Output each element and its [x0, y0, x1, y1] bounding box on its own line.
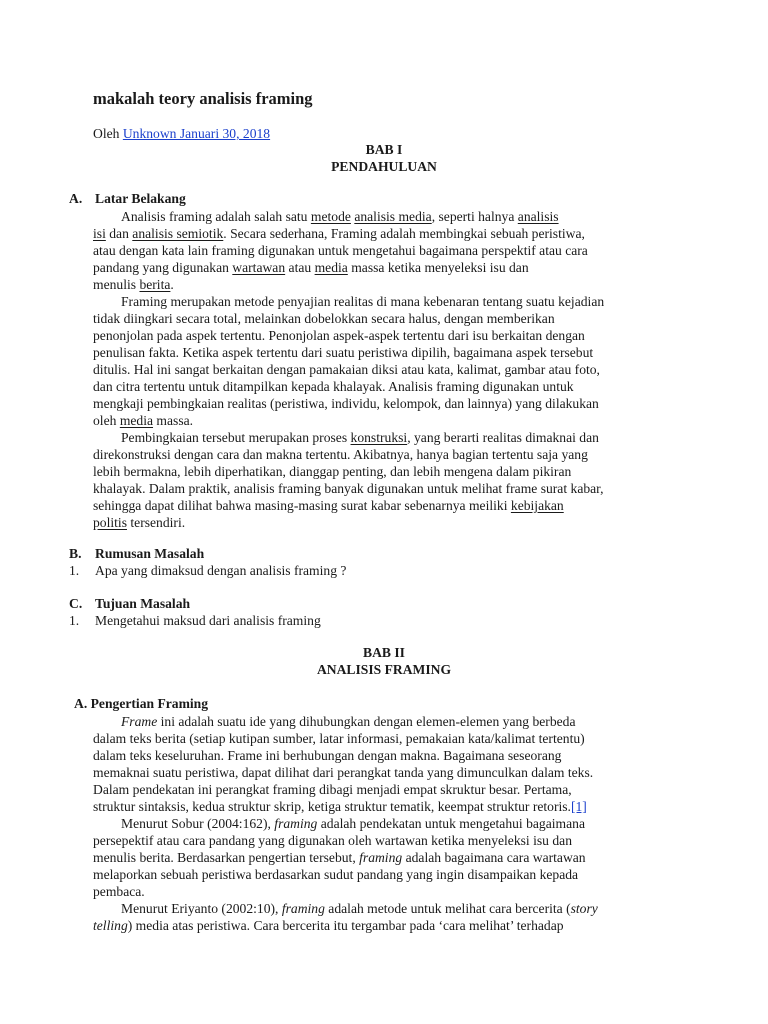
framing-paragraph-3-line: Menurut Eriyanto (2002:10), framing adalah metode untuk melihat cara bercerita (story — [121, 901, 598, 916]
framing-paragraph-3-line: telling) media atas peristiwa. Cara bercerita itu tergambar pada ‘cara melihat’ terhadap — [93, 918, 564, 933]
framing-paragraph-1-line: Dalam pendekatan ini perangkat framing dibagi menjadi empat skruktur besar. Pertama, — [93, 782, 572, 797]
document-title: makalah teory analisis framing — [93, 89, 313, 108]
framing-paragraph-2-line: Menurut Sobur (2004:162), framing adalah pendekatan untuk mengetahui bagaimana — [121, 816, 585, 831]
paragraph-1-line: isi dan analisis semiotik. Secara sederhana, Framing adalah membingkai sebuah peristiwa, — [93, 226, 585, 241]
paragraph-1-line: Analisis framing adalah salah satu metode analisis media, seperti halnya analisis — [121, 209, 559, 224]
link-isi[interactable]: isi — [93, 226, 106, 241]
section-c-heading — [69, 596, 190, 612]
framing-paragraph-2-line: persepektif atau cara pandang yang digunakan oleh wartawan ketika menyeleksi isu dan — [93, 833, 572, 848]
section-b-heading — [69, 546, 204, 562]
paragraph-2-line: tidak diingkari secara total, melainkan dobelokkan secara halus, dengan memberikan — [93, 311, 555, 326]
paragraph-2-line: dan citra tertentu untuk ditampilkan kepada khalayak. Analisis framing digunakan untuk — [93, 379, 574, 394]
link-media[interactable]: media — [314, 260, 348, 275]
link-media-2[interactable]: media — [119, 413, 154, 428]
section-a-heading — [69, 191, 186, 207]
link-analisis-semiotik[interactable]: analisis semiotik — [132, 226, 224, 241]
chapter-2-title: ANALISIS FRAMING — [316, 662, 452, 677]
section-a-title: Latar Belakang — [95, 191, 186, 206]
framing-paragraph-1-line: Frame ini adalah suatu ide yang dihubungkan dengan elemen-elemen yang berbeda — [121, 714, 576, 729]
section-b-title: Rumusan Masalah — [95, 546, 205, 561]
paragraph-2-line: penulisan fakta. Ketika aspek tertentu dari suatu peristiwa dipilih, bagaimana aspek tersebut — [93, 345, 594, 360]
chapter-1-label: BAB I — [365, 142, 403, 157]
list-item: 1. Apa yang dimaksud dengan analisis framing ? — [69, 563, 347, 578]
link-berita[interactable]: berita — [139, 277, 171, 292]
chapter-2-label: BAB II — [363, 645, 405, 660]
author-date-link[interactable]: Unknown Januari 30, 2018 — [122, 126, 271, 141]
section-a2-title: Pengertian Framing — [90, 696, 209, 711]
framing-paragraph-1-line: memaknai suatu peristiwa, dapat dilihat dari perangkat tanda yang dimunculkan dalam teks. — [93, 765, 594, 780]
paragraph-2-line: mengkaji pembingkaian realitas (peristiwa, individu, kelompok, dan lainnya) yang dilakukan — [93, 396, 599, 411]
section-c-title: Tujuan Masalah — [95, 596, 191, 611]
link-politis[interactable]: politis — [93, 515, 127, 530]
paragraph-3-line: Pembingkaian tersebut merupakan proses konstruksi, yang berarti realitas dimaknai dan — [121, 430, 599, 445]
link-wartawan[interactable]: wartawan — [232, 260, 286, 275]
link-kebijakan[interactable]: kebijakan — [510, 498, 564, 513]
paragraph-1-line: menulis berita. — [93, 277, 174, 292]
paragraph-3-line: politis tersendiri. — [93, 515, 186, 530]
list-item: 1. Mengetahui maksud dari analisis framing — [69, 613, 321, 628]
framing-paragraph-2-line: menulis berita. Berdasarkan pengertian tersebut, framing adalah bagaimana cara wartawan — [93, 850, 586, 865]
paragraph-1-line: atau dengan kata lain framing digunakan untuk mengetahui bagaimana perspektif atau cara — [93, 243, 588, 258]
framing-paragraph-2-line: melaporkan sebuah peristiwa berdasarkan sudut pandang yang ingin disampaikan kepada — [93, 867, 579, 882]
paragraph-2-line: Framing merupakan metode penyajian realitas di mana kebenaran tentang suatu kejadian — [121, 294, 605, 309]
link-analisis-media[interactable]: analisis media — [354, 209, 432, 224]
paragraph-3-line: lebih bermakna, lebih diperhatikan, dianggap penting, dan lebih mengena dalam pikiran — [93, 464, 572, 479]
framing-paragraph-2-line: pembaca. — [93, 884, 145, 899]
paragraph-2-line: penonjolan pada aspek tertentu. Penonjolan aspek-aspek tertentu dari isu berkaitan dengan — [93, 328, 585, 343]
link-analisis-isi[interactable]: analisis — [517, 209, 559, 224]
chapter-1-title: PENDAHULUAN — [331, 159, 437, 174]
section-c-letter: C. — [69, 596, 83, 611]
byline-label: Oleh — [93, 126, 120, 141]
framing-paragraph-1-line: dalam teks keseluruhan. Frame ini berhubungan dengan makna. Bagaimana seseorang — [93, 748, 562, 763]
footnote-link[interactable]: [1] — [570, 799, 587, 814]
section-a2-letter: A. — [74, 696, 88, 711]
section-b-letter: B. — [69, 546, 82, 561]
framing-paragraph-1-line: struktur sintaksis, kedua struktur skrip, ketiga struktur tematik, keempat struktur retoris.[1] — [93, 799, 587, 814]
paragraph-3-line: sehingga dapat dilihat bahwa masing-masing surat kabar sebenarnya meiliki kebijakan — [93, 498, 564, 513]
paragraph-2-line: oleh media massa. — [93, 413, 194, 428]
link-konstruksi[interactable]: konstruksi — [350, 430, 408, 445]
paragraph-1-line: pandang yang digunakan wartawan atau media massa ketika menyeleksi isu dan — [93, 260, 529, 275]
byline — [93, 125, 270, 142]
section-a-letter: A. — [69, 191, 83, 206]
paragraph-2-line: ditulis. Hal ini sangat berkaitan dengan pamakaian diksi atau kata, kalimat, gambar atau foto, — [93, 362, 600, 377]
section-a2-heading — [74, 696, 208, 712]
link-metode[interactable]: metode — [310, 209, 351, 224]
paragraph-3-line: khalayak. Dalam praktik, analisis framing banyak digunakan untuk melihat frame surat kabar, — [93, 481, 604, 496]
paragraph-3-line: direkonstruksi dengan cara dan makna tertentu. Akibatnya, hanya bagian tertentu saja yang — [93, 447, 588, 462]
framing-paragraph-1-line: dalam teks berita (setiap kutipan sumber, latar informasi, pemakaian kata/kalimat tertentu) — [93, 731, 585, 746]
